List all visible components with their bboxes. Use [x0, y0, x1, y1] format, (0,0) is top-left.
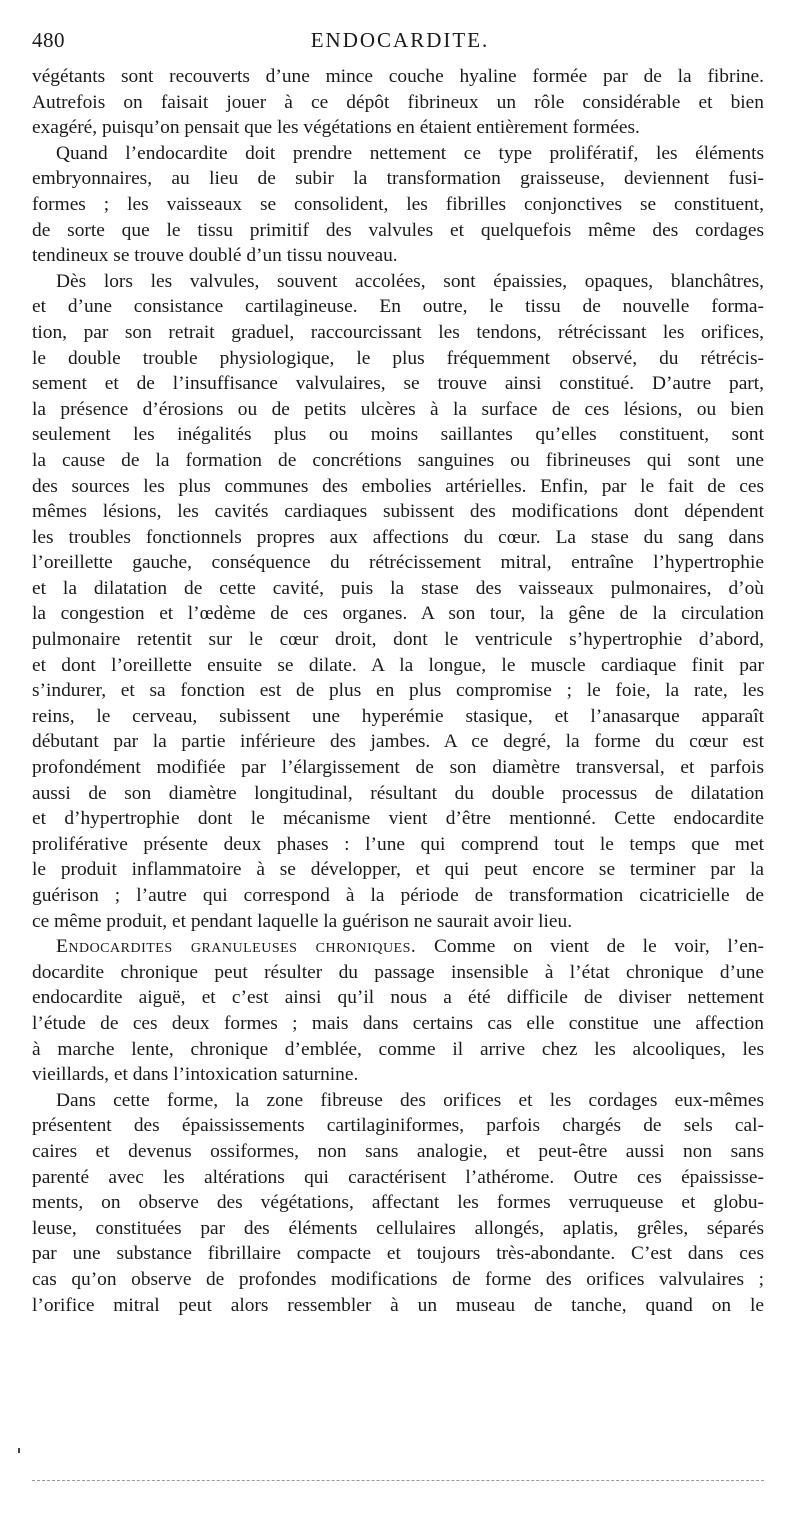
text-line: ce même produit, et pendant laquelle la guérison ne saurait avoir lieu.: [32, 910, 573, 932]
text-line: et d’hypertrophie dont le mécanisme vient d’être mentionné. Cette endocardite: [32, 808, 764, 830]
text-line: de sorte que le tissu primitif des valvules et quelquefois même des cordages: [32, 219, 764, 241]
text-line: à marche lente, chronique d’emblée, comme il arrive chez les alcooliques, les: [32, 1038, 764, 1060]
text-line: reins, le cerveau, subissent une hyperémie stasique, et l’anasarque apparaît: [32, 705, 764, 727]
text-line: docardite chronique peut résulter du passage insensible à l’état chronique d’une: [32, 961, 764, 983]
body-text: [32, 64, 764, 1318]
print-speck: [18, 1448, 20, 1453]
text-line: leuse, constituées par des éléments cellulaires allongés, aplatis, grêles, séparés: [32, 1217, 764, 1239]
text-line: les troubles fonctionnels propres aux affections du cœur. La stase du sang dans: [32, 526, 764, 548]
text-line: Autrefois on faisait jouer à ce dépôt fibrineux un rôle considérable et bien: [32, 91, 764, 113]
text-line: l’étude de ces deux formes ; mais dans certains cas elle constitue une affection: [32, 1012, 764, 1034]
text-line: l’orifice mitral peut alors ressembler à un museau de tanche, quand on le: [32, 1294, 764, 1316]
text-line: pulmonaire retentit sur le cœur droit, dont le ventricule s’hypertrophie d’abord,: [32, 629, 764, 651]
text-line: et d’une consistance cartilagineuse. En outre, le tissu de nouvelle forma-: [32, 296, 764, 318]
text-line: formes ; les vaisseaux se consolident, les fibrilles conjonctives se constituent,: [32, 193, 764, 215]
text-line: Quand l’endocardite doit prendre nettement ce type prolifératif, les éléments: [56, 142, 764, 164]
text-line: s’indurer, et sa fonction est de plus en plus compromise ; le foie, la rate, les: [32, 680, 764, 702]
footer-rule: [32, 1480, 764, 1481]
line-text: Comme on vient de le voir, l’en-: [416, 936, 764, 958]
text-line: Dès lors les valvules, souvent accolées, sont épaissies, opaques, blanchâtres,: [56, 270, 764, 292]
text-line: Dans cette forme, la zone fibreuse des orifices et les cordages eux-mêmes: [56, 1089, 764, 1111]
text-line: végétants sont recouverts d’une mince couche hyaline formée par de la fibrine.: [32, 66, 764, 87]
page-header: [32, 28, 768, 56]
text-line: débutant par la partie inférieure des jambes. A ce degré, la forme du cœur est: [32, 731, 764, 753]
text-line: sement et de l’insuffisance valvulaires, se trouve ainsi constitué. D’autre part,: [32, 373, 764, 395]
text-line: [32, 934, 764, 960]
page-number: 480: [32, 28, 65, 52]
text-line: parenté avec les altérations qui caractérisent l’athérome. Outre ces épaississe-: [32, 1166, 764, 1188]
text-line: vieillards, et dans l’intoxication saturnine.: [32, 1064, 359, 1086]
text-line: la cause de la formation de concrétions sanguines ou fibrineuses qui sont une: [32, 449, 764, 471]
running-title: ENDOCARDITE.: [310, 28, 490, 52]
text-line: le produit inflammatoire à se développer, et qui peut encore se terminer par la: [32, 859, 764, 881]
text-line: et la dilatation de cette cavité, puis la stase des vaisseaux pulmonaires, d’où: [32, 577, 764, 599]
text-line: seulement les inégalités plus ou moins saillantes qu’elles constituent, sont: [32, 424, 764, 446]
text-line: cas qu’on observe de profondes modifications de forme des orifices valvulaires ;: [32, 1268, 764, 1290]
text-line: mêmes lésions, les cavités cardiaques subissent des modifications dont dépendent: [32, 501, 764, 523]
text-line: caires et devenus ossiformes, non sans analogie, et peut-être aussi non sans: [32, 1140, 764, 1162]
text-line: l’oreillette gauche, conséquence du rétrécissement mitral, entraîne l’hypertrophie: [32, 552, 764, 574]
text-line: la présence d’érosions ou de petits ulcères à la surface de ces lésions, ou bien: [32, 398, 764, 420]
text-line: la congestion et l’œdème de ces organes. A son tour, la gêne de la circulation: [32, 603, 764, 625]
text-line: endocardite aiguë, et c’est ainsi qu’il nous a été difficile de diviser nettement: [32, 987, 764, 1009]
text-line: proliférative présente deux phases : l’une qui comprend tout le temps que met: [32, 833, 764, 855]
text-line: présentent des épaississements cartilaginiformes, parfois chargés de sels cal-: [32, 1115, 764, 1137]
text-line: ments, on observe des végétations, affectant les formes verruqueuse et globu-: [32, 1192, 764, 1214]
text-line: aussi de son diamètre longitudinal, résultant du double processus de dilatation: [32, 782, 764, 804]
text-line: et dont l’oreillette ensuite se dilate. A la longue, le muscle cardiaque finit par: [32, 654, 764, 676]
section-heading: Endocardites granuleuses chroniques.: [56, 936, 417, 958]
text-line: exagéré, puisqu’on pensait que les végétations en étaient entièrement formées.: [32, 117, 640, 139]
text-line: profondément modifiée par l’élargissement de son diamètre transversal, et parfois: [32, 757, 764, 779]
text-line: le double trouble physiologique, le plus fréquemment observé, du rétrécis-: [32, 347, 764, 369]
text-line: tendineux se trouve doublé d’un tissu nouveau.: [32, 245, 398, 267]
text-line: par une substance fibrillaire compacte et toujours très-abondante. C’est dans ces: [32, 1243, 764, 1265]
text-line: embryonnaires, au lieu de subir la transformation graisseuse, deviennent fusi-: [32, 168, 764, 190]
text-line: guérison ; l’autre qui correspond à la période de transformation cicatricielle de: [32, 885, 764, 906]
text-line: tion, par son retrait graduel, raccourcissant les tendons, rétrécissant les orifices,: [32, 321, 764, 343]
text-line: des sources les plus communes des embolies artérielles. Enfin, par le fait de ces: [32, 475, 764, 497]
